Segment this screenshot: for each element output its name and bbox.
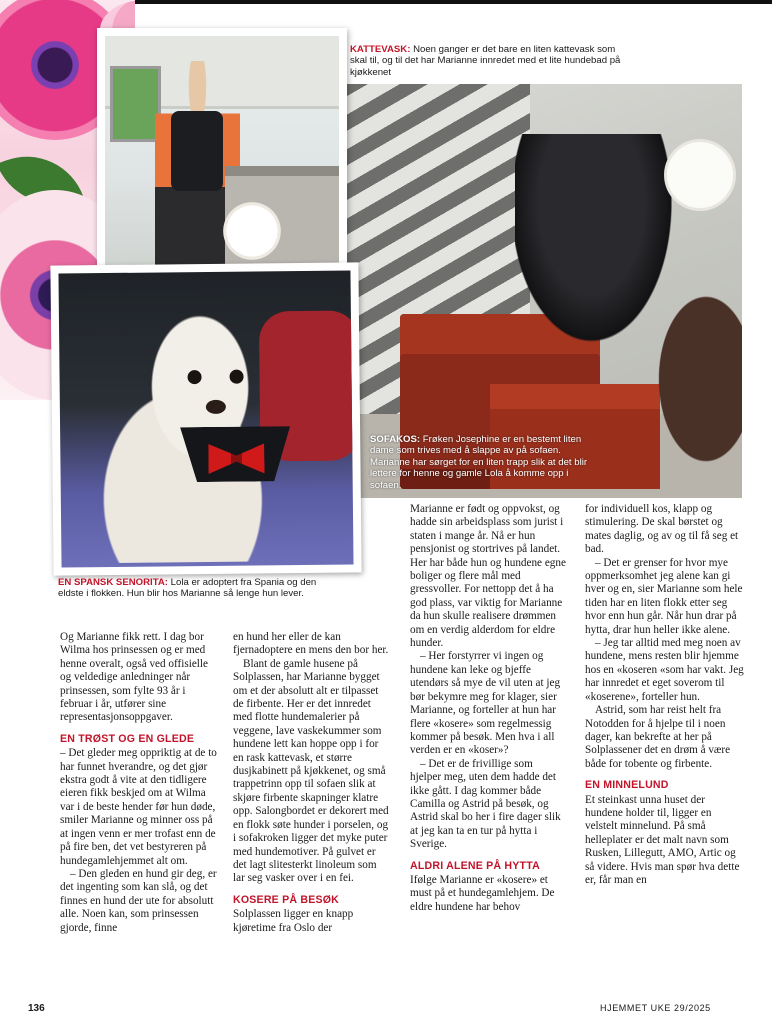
- paragraph: – Det er grenser for hvor mye oppmerksomhet jeg alene kan gi hver og en, sier Marianne som hele tiden har en liten flokk etter seg hvor enn hun går. Når hun drar på hytta, drar hun heller ikke alene.: [585, 556, 743, 636]
- paragraph: en hund her eller de kan fjernadoptere en mens den bor her.: [233, 631, 389, 657]
- subheading-minnelund: EN MINNELUND: [585, 779, 669, 792]
- caption-lead: EN SPANSK SENORITA:: [58, 577, 168, 588]
- paragraph: Ifølge Marianne er «kosere» et must på et hundegamlehjem. De eldre hundene har behov: [410, 873, 555, 913]
- paragraph: Blant de gamle husene på Solplassen, har Marianne bygget om et der absolutt alt er tilpasset de firbente. Her er det innredet med flotte hundemalerier på veggene, lave vaskekummer som hundene lett kan hoppe opp i for en rask kattevask, et større dusjkabinett på kjøkkenet, og små trappetrinn opp til sofaen slik at skjøre firbente skapninger klatre opp. Salongbordet er dekorert med en flokk søte hunder i porselen, og i sofakroken ligger det myke puter med hundemotiver. På gulvet er det lagt slitesterkt linoleum som lar seg vasker over i en fei.: [233, 657, 389, 885]
- subheading-en-trost: EN TRØST OG EN GLEDE: [60, 732, 195, 745]
- caption-lead: KATTEVASK:: [350, 44, 411, 55]
- caption-text: Noen ganger er det bare en liten kattevask som skal til, og til det har Marianne innredet med et lite hundebad på kjøkkenet: [350, 44, 621, 78]
- brown-dog: [640, 264, 742, 494]
- caption-sofakos: [370, 434, 600, 491]
- white-dog-in-sink: [217, 201, 287, 261]
- lola-polaroid: [50, 262, 361, 575]
- subheading-aldri-alene: ALDRI ALENE PÅ HYTTA: [410, 859, 540, 872]
- caption-text: Lola er adoptert fra Spania og den eldste i flokken. Hun blir hos Marianne så lenge hun lever.: [58, 577, 317, 600]
- paragraph: – Her forstyrrer vi ingen og hundene kan leke og bjeffe utendørs så mye de vil uten at jeg bør bekymre meg for klager, sier Marianne, og forteller at hun har flere «kosere» som regelmessig kommer på besøk. Men hva i all verden er en «koser»?: [410, 650, 561, 757]
- black-collar: [180, 426, 291, 482]
- black-vest: [171, 111, 223, 191]
- paragraph: – Det er de frivillige som hjelper meg, uten dem hadde det ikke gått. I dag kommer både Camilla og Astrid på besøk, og Astrid skal bo her i fire dager slik at jeg kan ta en tur på hytta i Sverige.: [410, 757, 561, 851]
- paragraph: for individuell kos, klapp og stimulering. De skal børstet og mates daglig, og av og til få seg et bad.: [585, 503, 739, 556]
- lola-photo: [58, 270, 353, 567]
- caption-kattevask: [350, 44, 630, 78]
- text-column-3: [410, 503, 566, 914]
- paragraph: – Den gleden en hund gir deg, er det ingenting som kan slå, og det finnes en hund der ute for absolutt alle. Noen kan, som prinsessen gjorde, finne: [60, 867, 217, 934]
- text-column-4: [585, 503, 745, 887]
- text-column-2: [233, 631, 391, 935]
- caption-senorita: [58, 577, 318, 600]
- white-spitz-dog: [660, 139, 740, 219]
- issue-label: HJEMMET UKE 29/2025: [600, 1003, 711, 1013]
- paragraph: Solplassen ligger en knapp kjøretime fra Oslo der: [233, 908, 354, 934]
- caption-text: Frøken Josephine er en bestemt liten dame som trives med å slappe av på sofaen. Marianne har sørget for en liten trapp slik at det blir lettere for henne og gamle Lola å komme opp i sofaen.: [370, 434, 588, 491]
- dog-eye-left: [187, 370, 201, 384]
- paragraph: Et steinkast unna huset der hundene holder til, ligger en velstelt minnelund. På små helleplater er det malt navn som Rusken, Lillegutt, AMO, Artic og så videre. Hvis man spør hva dette er, får man en: [585, 793, 740, 886]
- kitchen-window: [110, 66, 161, 142]
- paragraph: Og Marianne fikk rett. I dag bor Wilma hos prinsessen og er med henne overalt, også ved offisielle og veldedige anledninger når prinsessen, som fylte 93 år i februar i år, utfører sine representasjonsoppgaver.: [60, 631, 208, 724]
- paragraph: – Det gleder meg oppriktig at de to har funnet hverandre, og det gjør ekstra godt å vite at den tidligere eieren fikk beskjed om at Wilma var i de beste hender før hun døde, smiler Marianne og minner oss på at ingen venn er mer trofast enn de på fire ben, det vet bestyreren på hundegamlehjemmet alt om.: [60, 747, 217, 867]
- paragraph: Marianne er født og oppvokst, og hadde sin arbeidsplass som jurist i staten i mange år. Nå er hun pensjonist og stortrives på landet. Her har både hun og hundene egne boliger og flere mål med gressvoller. For nettopp det å ha god plass, var viktig for Marianne da hun skulle realisere drømmen om en verdig alderdom for eldre hunder.: [410, 503, 566, 650]
- subheading-kosere: KOSERE PÅ BESØK: [233, 893, 340, 906]
- kitchen-photo: [105, 36, 339, 270]
- text-column-1: [60, 631, 218, 935]
- dog-eye-right: [229, 370, 243, 384]
- kitchen-polaroid: [97, 28, 347, 278]
- paragraph: Astrid, som har reist helt fra Notodden for å hjelpe til i noen dager, kan bekrefte at her på Solplassener det en drøm å være både for tobente og firbente.: [585, 704, 731, 770]
- caption-lead: SOFAKOS:: [370, 434, 421, 445]
- paragraph: – Jeg tar alltid med meg noen av hundene, mens resten blir hjemme hos en «koseren «som har vakt. Jeg har innredet et eget soverom til «koserene», forteller hun.: [585, 637, 744, 703]
- page-number: 136: [28, 1003, 45, 1014]
